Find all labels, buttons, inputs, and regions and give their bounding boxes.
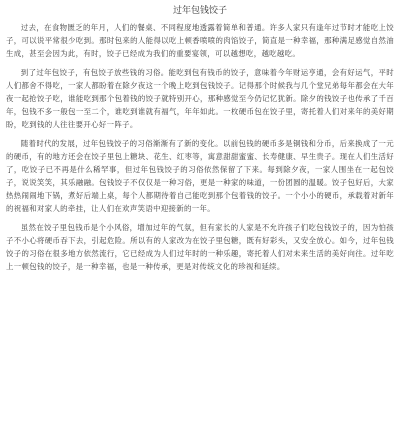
paragraph-1: 过去，在食物匮乏的年月，人们的餐桌、不同程度地透露着简单和普通。许多人家只有逢年过节时才能吃上饺子，可以说平常很少吃到。那时包来的人能得以吃上顿香喷喷的肉馅饺子，简直是一种幸福，那种满足感觉自然油生成，甚至会因为此，有时，饺子已经成为我们的重要宴领，可以越想吃，越吃越吃。 bbox=[6, 23, 394, 58]
document-title: 过年包钱饺子 bbox=[172, 6, 227, 16]
paragraph-2: 到了过年包饺子，有包饺子放些钱的习俗。能吃到包有钱币的饺子，意味着今年财运亨通，会有好运气，平时人们都舍不得吃，一家人都盼着在除夕夜这一个晚上吃到包钱饺子。记得那个时候我与几个堂兄弟每年都会在大年夜一起抢饺子吃，谁能吃到那个包着钱的饺子就特别开心，那种感觉至今仍记忆犹新。除夕的钱饺子也传承了千百年，包钱不多一般包一至二个，谁吃到谁就有福气，年年如此。一枚硬币包在饺子里，寄托着人们对来年的美好期盼，吃到钱的人往往要开心好一阵子。 bbox=[6, 68, 394, 129]
paragraph-4: 虽然在饺子里包钱币是个小风俗，增加过年的气氛，但有家长的人家是不允许孩子们吃包钱饺子的，因为怕孩子不小心将硬币吞下去，引起危险。所以有的人家改为在饺子里包糖，既有好彩头，又安全放心。如今，过年包钱饺子的习俗在很多地方依然流行，它已经成为人们过年时的一种乐趣，寄托着人们对未来生活的美好向往。过年吃上一顿包钱的饺子，是一种幸福，也是一种传承，更是对传统文化的珍视和延续。 bbox=[6, 223, 394, 271]
paragraph-3: 随着时代的发展，过年包钱饺子的习俗渐渐有了新的变化。以前包钱的硬币多是铜钱和分币，后来换成了一元的硬币，有的地方还会在饺子里包上糖块、花生、红枣等，寓意甜甜蜜蜜、长寿健康、早生贵子。现在人们生活好了，吃饺子已不再是什么稀罕事，但过年包钱饺子的习俗依然保留了下来。每到除夕夜，一家人围坐在一起包饺子，说说笑笑，其乐融融。包钱饺子不仅仅是一种习俗，更是一种家的味道，一份团圆的温暖。饺子包好后，大家热热闹闹地下锅，煮好后端上桌，每个人都期待着自己能吃到那个包着钱的饺子。一个小小的硬币，承载着对新年的祝福和对家人的牵挂，让人们在欢声笑语中迎接新的一年。 bbox=[6, 139, 394, 213]
